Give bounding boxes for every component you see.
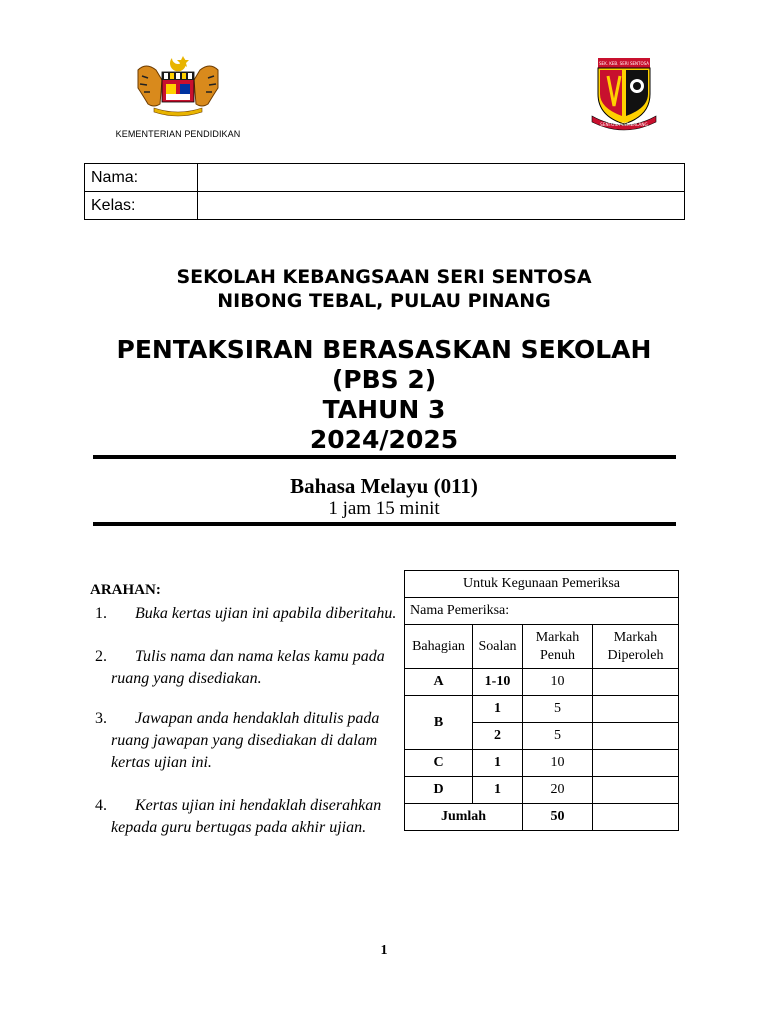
school-badge-top-text: SEK. KEB. SERI SENTOSA xyxy=(599,61,649,66)
full-marks-cell: 5 xyxy=(523,723,593,750)
exam-title: PENTAKSIRAN BERASASKAN SEKOLAH xyxy=(116,335,652,364)
column-header-section: Bahagian xyxy=(405,625,473,669)
question-cell: 1 xyxy=(473,696,523,723)
section-cell: B xyxy=(405,696,473,750)
marks-table-title: Untuk Kegunaan Pemeriksa xyxy=(405,571,679,598)
ministry-caption: KEMENTERIAN PENDIDIKAN xyxy=(115,129,241,139)
question-cell: 2 xyxy=(473,723,523,750)
column-header-full-marks: Markah Penuh xyxy=(523,625,593,669)
examiner-name-row xyxy=(405,598,679,625)
column-header-marks-obtained: Markah Diperoleh xyxy=(593,625,679,669)
instruction-line: Buka kertas ujian ini apabila diberitahu. xyxy=(135,605,397,622)
table-row xyxy=(405,750,679,777)
table-row xyxy=(405,696,679,723)
instruction-line: Kertas ujian ini hendaklah diserahkan xyxy=(135,797,382,814)
marks-obtained-cell[interactable] xyxy=(593,777,679,804)
full-marks-cell: 5 xyxy=(523,696,593,723)
divider-top xyxy=(93,455,676,459)
full-marks-cell: 10 xyxy=(523,750,593,777)
total-row xyxy=(405,804,679,831)
instruction-line: Jawapan anda hendaklah ditulis pada xyxy=(135,710,380,727)
question-cell: 1 xyxy=(473,750,523,777)
instruction-item xyxy=(95,795,405,839)
school-name: SEKOLAH KEBANGSAAN SERI SENTOSA xyxy=(176,266,592,288)
table-row xyxy=(405,669,679,696)
school-badge-logo xyxy=(590,56,658,132)
instruction-line: Tulis nama dan nama kelas kamu pada xyxy=(135,648,385,665)
name-row xyxy=(85,164,685,192)
full-marks-cell: 20 xyxy=(523,777,593,804)
instruction-number: 4. xyxy=(95,797,107,814)
school-location: NIBONG TEBAL, PULAU PINANG xyxy=(217,290,551,312)
subject-title: Bahasa Melayu (011) xyxy=(290,474,478,498)
instructions-heading: ARAHAN: xyxy=(90,582,161,598)
marks-obtained-cell[interactable] xyxy=(593,669,679,696)
marks-obtained-cell[interactable] xyxy=(593,723,679,750)
exam-duration: 1 jam 15 minit xyxy=(328,498,440,519)
instruction-item xyxy=(95,603,415,625)
class-label: Kelas: xyxy=(85,192,198,220)
instruction-line: ruang yang disediakan. xyxy=(111,670,262,687)
full-marks-cell: 10 xyxy=(523,669,593,696)
marks-table-title-row xyxy=(405,571,679,598)
instruction-number: 3. xyxy=(95,710,107,727)
name-label: Nama: xyxy=(85,164,198,192)
marks-obtained-cell[interactable] xyxy=(593,750,679,777)
ministry-coat-of-arms-logo xyxy=(130,54,226,118)
page-number: 1 xyxy=(380,943,388,958)
question-cell: 1 xyxy=(473,777,523,804)
instruction-number: 2. xyxy=(95,648,107,665)
total-marks-obtained[interactable] xyxy=(593,804,679,831)
section-cell: A xyxy=(405,669,473,696)
column-header-question: Soalan xyxy=(473,625,523,669)
instruction-item xyxy=(95,646,405,690)
total-label: Jumlah xyxy=(405,804,523,831)
section-cell: C xyxy=(405,750,473,777)
instruction-line: kepada guru bertugas pada akhir ujian. xyxy=(111,819,367,836)
class-field[interactable] xyxy=(198,192,685,220)
instruction-line: ruang jawapan yang disediakan di dalam xyxy=(111,732,378,749)
instruction-line: kertas ujian ini. xyxy=(111,754,212,771)
instruction-number: 1. xyxy=(95,605,107,622)
section-cell: D xyxy=(405,777,473,804)
exam-session: 2024/2025 xyxy=(309,425,459,454)
examiner-marks-table xyxy=(404,570,679,831)
instruction-item xyxy=(95,708,405,774)
examiner-name-label: Nama Pemeriksa: xyxy=(405,598,679,625)
exam-code: (PBS 2) xyxy=(331,365,437,394)
divider-bottom xyxy=(93,522,676,526)
student-info-table xyxy=(84,163,685,220)
school-badge-bottom-text: SENTOSA CEMERLANG xyxy=(600,122,648,127)
name-field[interactable] xyxy=(198,164,685,192)
total-full-marks: 50 xyxy=(523,804,593,831)
question-cell: 1-10 xyxy=(473,669,523,696)
marks-table-header xyxy=(405,625,679,669)
exam-year-level: TAHUN 3 xyxy=(322,395,446,424)
marks-obtained-cell[interactable] xyxy=(593,696,679,723)
table-row xyxy=(405,777,679,804)
class-row xyxy=(85,192,685,220)
